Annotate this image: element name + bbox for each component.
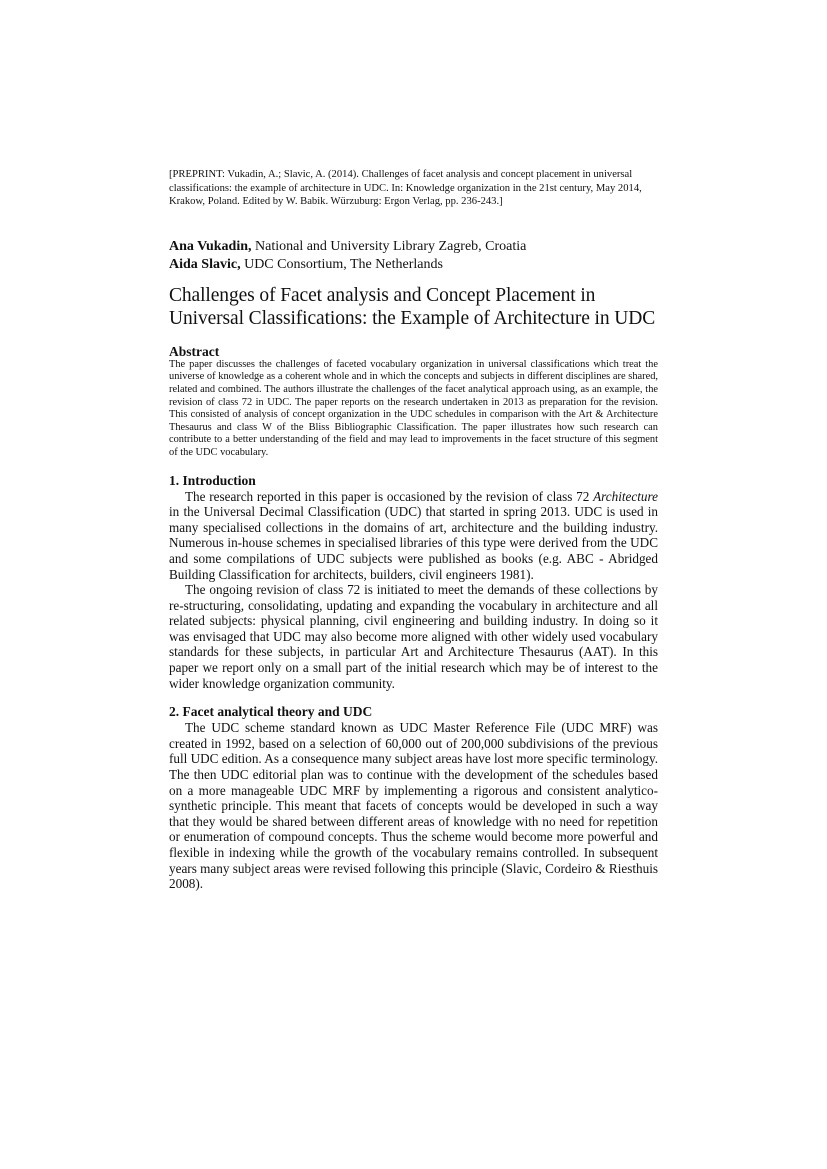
author-line (169, 238, 658, 256)
paragraph-text: in the Universal Decimal Classification (UDC) that started in spring 2013. UDC is used in many specialised collections in the domains of art, architecture and the building industry. Numerous in-house schemes in specialised libraries of this type were derived from the UDC and some compilations of UDC subjects were published as books (e.g. ABC - Abridged Building Classification for architects, builders, civil engineers 1981). (169, 504, 658, 582)
section-heading: 1. Introduction (169, 472, 256, 488)
author-name: Aida Slavic, (169, 256, 241, 272)
paragraph: The UDC scheme standard known as UDC Master Reference File (UDC MRF) was created in 1992, based on a selection of 60,000 out of 200,000 subdivisions of the previous full UDC edition. As a consequence many subject areas have lost more specific terminology. The then UDC editorial plan was to continue with the development of the schedules based on a more manageable UDC MRF by implementing a rigorous and consistent analytico-synthetic principle. This meant that facets of concepts would be developed in such a way that they would be shared between different areas of knowledge with no need for repetition or enumeration of compound concepts. Thus the scheme would become more powerful and flexible in indexing while the growth of the vocabulary remains controlled. In subsequent years many subject areas were revised following this principle (Slavic, Cordeiro & Riesthuis 2008). (169, 720, 658, 892)
author-affiliation: UDC Consortium, The Netherlands (240, 256, 443, 272)
author-list (169, 238, 658, 274)
abstract-text: The paper discusses the challenges of faceted vocabulary organization in universal classifications which treat the universe of knowledge as a coherent whole and in which the concepts and subjects in different disciplines are shared, related and combined. The authors illustrate the challenges of the facet analytical approach using, as an example, the revision of class 72 in UDC. The paper reports on the research undertaken in 2013 as preparation for the revision. This consisted of analysis of concept organization in the UDC schedules in comparison with the Art & Architecture Thesaurus and class W of the Bliss Bibliographic Classification. The paper illustrates how such research can contribute to a better understanding of the field and may lead to improvements in the facet structure of this segment of the UDC vocabulary. (169, 358, 658, 458)
paper-title: Challenges of Facet analysis and Concept Placement in Universal Classifications: the Example of Architecture in UDC (169, 284, 656, 329)
paragraph (169, 489, 658, 583)
section-heading: 2. Facet analytical theory and UDC (169, 704, 373, 720)
preprint-notice: [PREPRINT: Vukadin, A.; Slavic, A. (2014). Challenges of facet analysis and concept placement in universal classifications: the example of architecture in UDC. In: Knowledge organization in the 21st century, May 2014, Krakow, Poland. Edited by W. Babik. Würzuburg: Ergon Verlag, pp. 236-243.] (169, 169, 642, 208)
author-name: Ana Vukadin, (169, 238, 252, 254)
paragraph: The ongoing revision of class 72 is initiated to meet the demands of these collections by re-structuring, consolidating, updating and expanding the vocabulary in architecture and all related subjects: physical planning, civil engineering and building industry. In doing so it was envisaged that UDC may also become more aligned with other widely used vocabulary standards for these subjects, in particular Art and Architecture Thesaurus (AAT). In this paper we report only on a small part of the initial research which may be of interest to the wider knowledge organization community. (169, 582, 658, 691)
paper-page (169, 168, 658, 892)
author-line (169, 256, 658, 274)
abstract-heading: Abstract (169, 343, 220, 359)
paragraph-text: The research reported in this paper is occasioned by the revision of class 72 (185, 488, 594, 504)
italic-term: Architecture (593, 488, 658, 504)
author-affiliation: National and University Library Zagreb, Croatia (251, 238, 527, 254)
